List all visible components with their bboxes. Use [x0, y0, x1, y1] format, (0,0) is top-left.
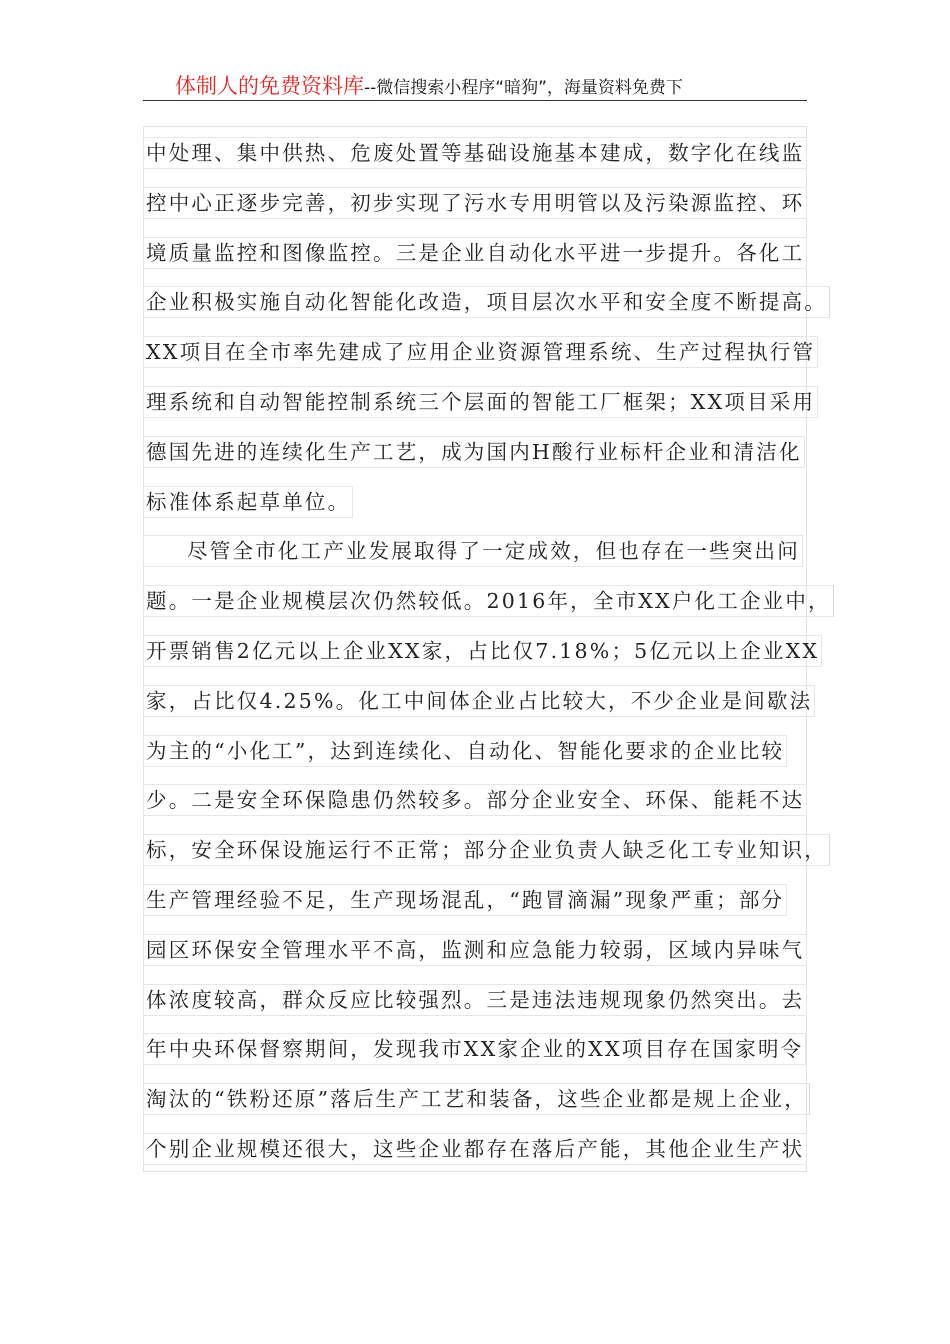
text-line — [143, 325, 823, 375]
line-text: 园区环保安全管理水平不高，监测和应急能力较弱，区域内异味气 — [143, 934, 807, 966]
line-text: 境质量监控和图像监控。三是企业自动化水平进一步提升。各化工 — [143, 237, 807, 269]
text-line — [143, 475, 823, 525]
document-body — [143, 126, 831, 1172]
text-line — [143, 724, 823, 774]
text-line — [143, 1122, 823, 1172]
header-tagline: --微信搜索小程序“暗狗”，海量资料免费下 — [364, 78, 683, 98]
text-line — [143, 823, 827, 873]
line-text: 控中心正逐步完善，初步实现了污水专用明管以及污染源监控、环 — [143, 187, 807, 219]
line-text: 题。一是企业规模层次仍然较低。2016年，全市XX户化工企业中， — [143, 585, 834, 617]
text-line — [143, 1072, 823, 1122]
line-text: 德国先进的连续化生产工艺，成为国内H酸行业标杆企业和清洁化 — [143, 436, 805, 468]
header-divider — [143, 100, 807, 101]
text-line — [143, 674, 823, 724]
line-text: 理系统和自动智能控制系统三个层面的智能工厂框架；XX项目采用 — [143, 386, 818, 418]
line-text: 家，占比仅4.25%。化工中间体企业占比较大，不少企业是间歇法 — [143, 685, 815, 717]
text-line — [143, 226, 823, 276]
line-text: 年中央环保督察期间，发现我市XX家企业的XX项目存在国家明令 — [143, 1033, 806, 1065]
text-line — [143, 425, 823, 475]
text-line — [143, 176, 823, 226]
text-line — [143, 375, 823, 425]
page-header — [143, 70, 807, 102]
line-text: 开票销售2亿元以上企业XX家，占比仅7.18%；5亿元以上企业XX — [143, 635, 822, 667]
line-text: 标准体系起草单位。 — [143, 486, 353, 518]
line-text: XX项目在全市率先建成了应用企业资源管理系统、生产过程执行管 — [143, 336, 818, 368]
line-text: 中处理、集中供热、危废处置等基础设施基本建成，数字化在线监 — [143, 137, 807, 169]
line-text: 标，安全环保设施运行不正常；部分企业负责人缺乏化工专业知识， — [143, 834, 830, 866]
paragraph-start-line — [143, 524, 823, 574]
text-line — [143, 126, 823, 176]
text-line — [143, 973, 823, 1023]
line-text: 企业积极实施自动化智能化改造，项目层次水平和安全度不断提高。 — [143, 286, 830, 318]
line-text: 少。二是安全环保隐患仍然较多。部分企业安全、环保、能耗不达 — [143, 784, 807, 816]
line-text: 生产管理经验不足，生产现场混乱，“跑冒滴漏”现象严重；部分 — [143, 884, 787, 916]
line-text: 个别企业规模还很大，这些企业都存在落后产能，其他企业生产状 — [143, 1133, 807, 1165]
header-brand: 体制人的免费资料库 — [175, 74, 364, 98]
text-line — [143, 275, 827, 325]
text-line — [143, 624, 823, 674]
line-text: 淘汰的“铁粉还原”落后生产工艺和装备，这些企业都是规上企业， — [143, 1083, 810, 1115]
text-line — [143, 574, 831, 624]
line-text: 为主的“小化工”，达到连续化、自动化、智能化要求的企业比较 — [143, 735, 787, 767]
text-line — [143, 873, 823, 923]
line-text: 体浓度较高，群众反应比较强烈。三是违法违规现象仍然突出。去 — [143, 984, 807, 1016]
text-line — [143, 923, 823, 973]
text-line — [143, 773, 823, 823]
line-text: 尽管全市化工产业发展取得了一定成效，但也存在一些突出问 — [143, 535, 803, 567]
text-line — [143, 1022, 823, 1072]
